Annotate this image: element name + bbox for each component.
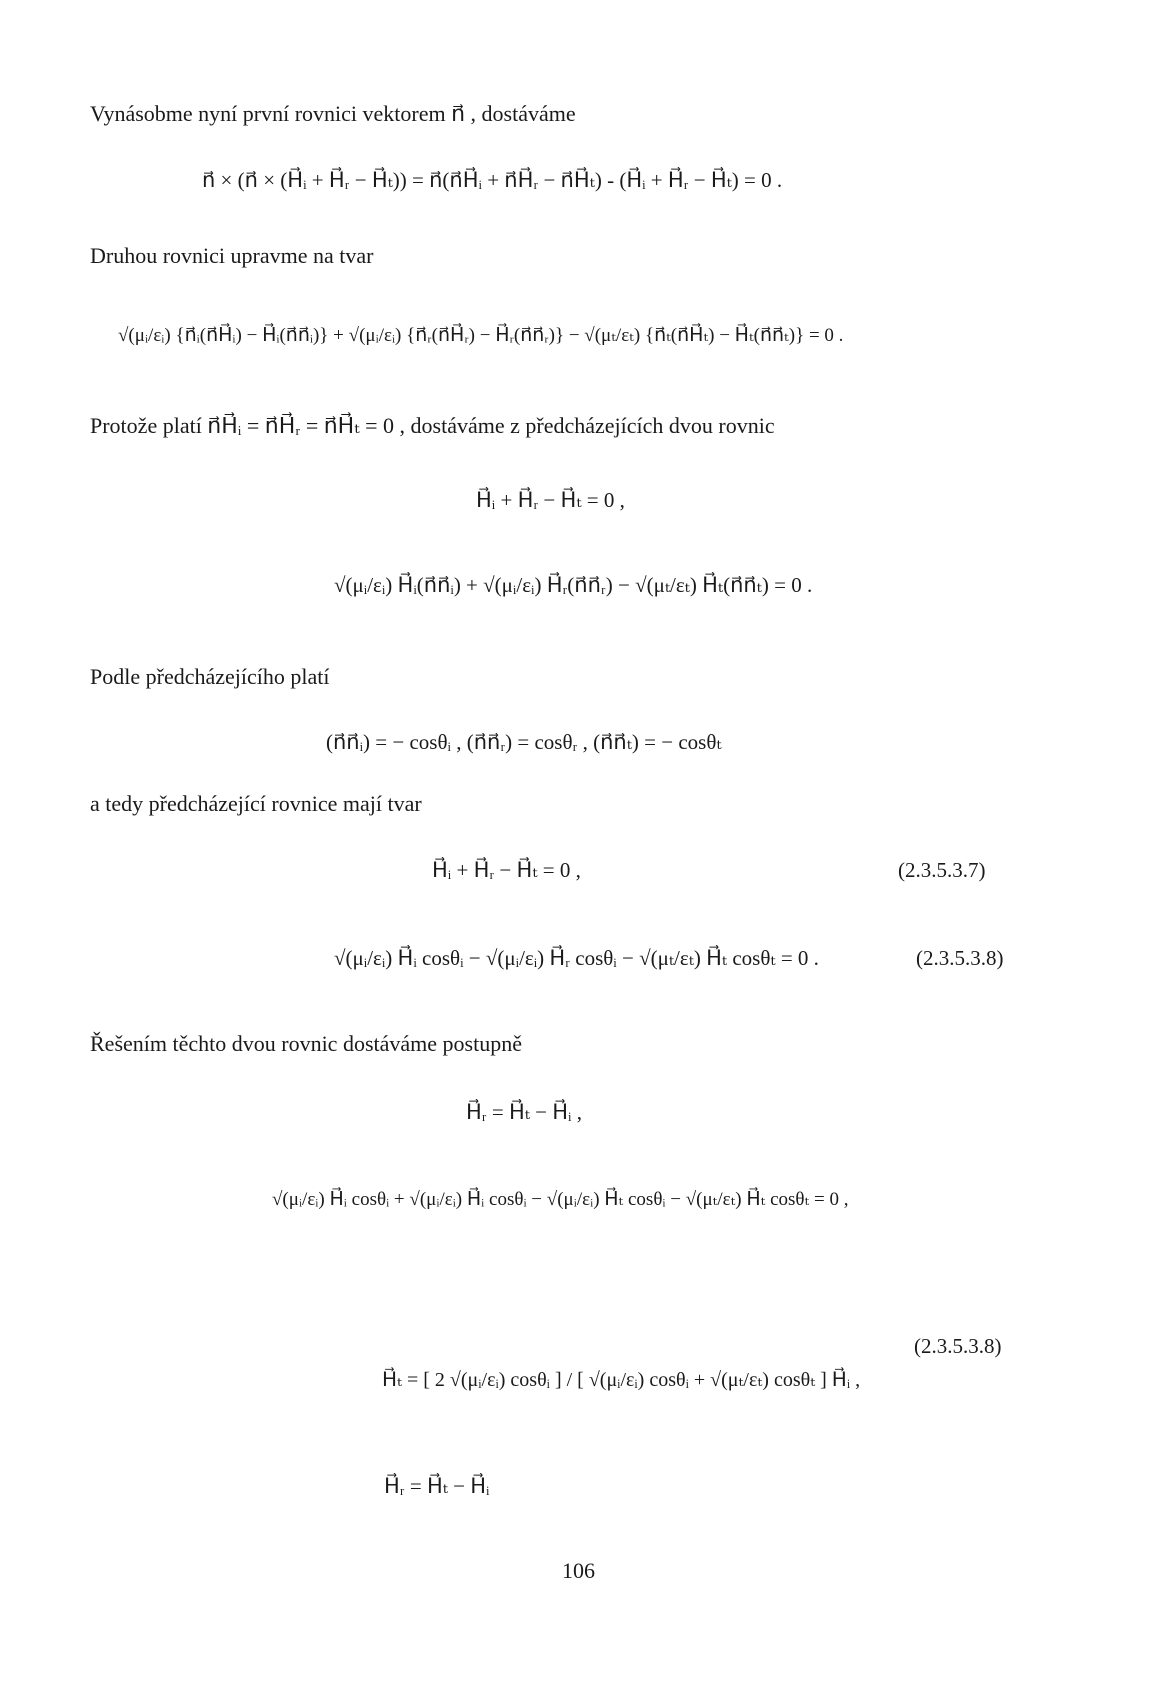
equation-field-sum: H⃗ᵢ + H⃗ᵣ − H⃗ₜ = 0 , xyxy=(476,488,625,512)
paragraph-since-valid: Protože platí n⃗H⃗ᵢ = n⃗H⃗ᵣ = n⃗H⃗ₜ = 0 , dostáváme z předcházejících dvou rovnic xyxy=(90,413,775,438)
equation-field-sum-numbered: H⃗ᵢ + H⃗ᵣ − H⃗ₜ = 0 , xyxy=(432,858,581,882)
equation-second-rearranged: √(μᵢ/εᵢ) {n⃗ᵢ(n⃗H⃗ᵢ) − H⃗ᵢ(n⃗n⃗ᵢ)} + √(μᵢ/εᵢ) {n⃗ᵣ(n⃗H⃗ᵣ) − H⃗ᵣ(n⃗n⃗ᵣ)} − √(μₜ/εₜ) {n⃗ₜ(n⃗H⃗ₜ) − H⃗ₜ(n⃗n⃗ₜ)} = 0 . xyxy=(118,325,844,346)
equation-number-2-3-5-3-8-b: (2.3.5.3.8) xyxy=(914,1334,1002,1358)
equation-cosine-sum: √(μᵢ/εᵢ) H⃗ᵢ cosθᵢ − √(μᵢ/εᵢ) H⃗ᵣ cosθᵢ − √(μₜ/εₜ) H⃗ₜ cosθₜ = 0 . xyxy=(334,946,819,970)
equation-number-2-3-5-3-7: (2.3.5.3.7) xyxy=(898,858,986,882)
paragraph-therefore-form: a tedy předcházející rovnice mají tvar xyxy=(90,791,422,816)
equation-double-cross-product: n⃗ × (n⃗ × (H⃗ᵢ + H⃗ᵣ − H⃗ₜ)) = n⃗(n⃗H⃗ᵢ + n⃗H⃗ᵣ − n⃗H⃗ₜ) - (H⃗ᵢ + H⃗ᵣ − H⃗ₜ) = 0 . xyxy=(202,168,783,192)
paragraph-second-equation: Druhou rovnici upravme na tvar xyxy=(90,243,374,268)
equation-reflected-final: H⃗ᵣ = H⃗ₜ − H⃗ᵢ xyxy=(384,1474,490,1498)
equation-number-2-3-5-3-8-a: (2.3.5.3.8) xyxy=(916,946,1004,970)
equation-impedance-sum: √(μᵢ/εᵢ) H⃗ᵢ(n⃗n⃗ᵢ) + √(μᵢ/εᵢ) H⃗ᵣ(n⃗n⃗ᵣ) − √(μₜ/εₜ) H⃗ₜ(n⃗n⃗ₜ) = 0 . xyxy=(334,573,813,597)
paragraph-multiply-by-n: Vynásobme nyní první rovnici vektorem n⃗ , dostáváme xyxy=(90,101,576,126)
paragraph-solving: Řešením těchto dvou rovnic dostáváme postupně xyxy=(90,1031,522,1056)
equation-cosine-relations: (n⃗n⃗ᵢ) = − cosθᵢ , (n⃗n⃗ᵣ) = cosθᵣ , (n⃗n⃗ₜ) = − cosθₜ xyxy=(326,730,722,754)
equation-reflected-field: H⃗ᵣ = H⃗ₜ − H⃗ᵢ , xyxy=(466,1100,582,1124)
equation-transmitted-field: H⃗ₜ = [ 2 √(μᵢ/εᵢ) cosθᵢ ] / [ √(μᵢ/εᵢ) cosθᵢ + √(μₜ/εₜ) cosθₜ ] H⃗ᵢ , xyxy=(382,1369,861,1391)
paragraph-from-previous: Podle předcházejícího platí xyxy=(90,664,330,689)
scan-artifact xyxy=(116,0,134,4)
page-number: 106 xyxy=(562,1558,595,1583)
equation-substituted-sum: √(μᵢ/εᵢ) H⃗ᵢ cosθᵢ + √(μᵢ/εᵢ) H⃗ᵢ cosθᵢ − √(μᵢ/εᵢ) H⃗ₜ cosθᵢ − √(μₜ/εₜ) H⃗ₜ cosθₜ = 0 , xyxy=(272,1189,849,1210)
